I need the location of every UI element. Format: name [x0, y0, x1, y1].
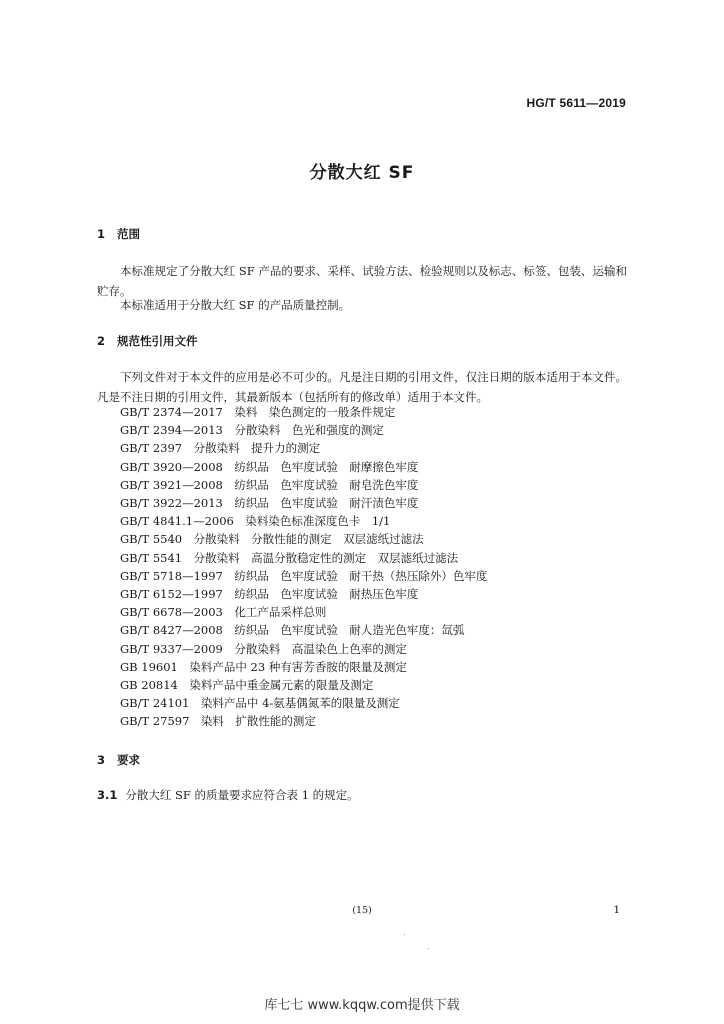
section-title: 要求: [117, 753, 140, 767]
reference-item: GB/T 2397 分散染料 提升力的测定: [120, 441, 321, 456]
page-number: 1: [613, 904, 620, 916]
reference-item: GB/T 2394—2013 分散染料 色光和强度的测定: [120, 423, 384, 438]
reference-item: GB 20814 染料产品中重金属元素的限量及测定: [120, 678, 374, 693]
reference-item: GB/T 3922—2013 纺织品 色牢度试验 耐汗渍色牢度: [120, 496, 419, 511]
section-heading-scope: [97, 226, 140, 242]
scope-paragraph-1: 本标准规定了分散大红 SF 产品的要求、采样、试验方法、检验规则以及标志、标签、包装、运输和贮存。: [97, 264, 627, 298]
standard-number: HG/T 5611—2019: [526, 96, 626, 110]
section-title: 规范性引用文件: [117, 334, 198, 348]
clause-number: 3.1: [97, 788, 118, 802]
section-title: 范围: [117, 227, 140, 241]
section-number: 3: [97, 753, 106, 767]
reference-item: GB 19601 染料产品中 23 种有害芳香胺的限量及测定: [120, 659, 407, 674]
reference-item: GB/T 9337—2009 分散染料 高温染色上色率的测定: [120, 641, 407, 656]
reference-item: GB/T 5540 分散染料 分散性能的测定 双层滤纸过滤法: [120, 532, 424, 547]
reference-item: GB/T 6678—2003 化工产品采样总则: [120, 605, 327, 620]
normative-intro: 下列文件对于本文件的应用是必不可少的。凡是注日期的引用文件，仅注日期的版本适用于本文件。凡是不注日期的引用文件，其最新版本（包括所有的修改单）适用于本文件。: [97, 370, 627, 404]
clause-3-1: [97, 787, 359, 803]
reference-item: GB/T 8427—2008 纺织品 色牢度试验 耐人造光色牢度：氙弧: [120, 623, 465, 638]
scan-speck: [428, 948, 429, 949]
reference-item: GB/T 6152—1997 纺织品 色牢度试验 耐热压色牢度: [120, 587, 419, 602]
reference-item: GB/T 2374—2017 染料 染色测定的一般条件规定: [120, 405, 396, 419]
section-heading-normative: [97, 333, 198, 349]
reference-item: GB/T 4841.1—2006 染料染色标准深度色卡 1/1: [120, 514, 391, 529]
reference-item: GB/T 5718—1997 纺织品 色牢度试验 耐干热（热压除外）色牢度: [120, 568, 488, 583]
reference-item: GB/T 5541 分散染料 高温分散稳定性的测定 双层滤纸过滤法: [120, 550, 459, 565]
page-serial: (15): [352, 905, 372, 916]
section-number: 1: [97, 227, 106, 241]
download-watermark: 库七七 www.kqqw.com提供下载: [264, 998, 460, 1013]
section-heading-requirements: [97, 752, 140, 768]
document-title: 分散大红 SF: [309, 163, 415, 183]
reference-list: [120, 403, 487, 731]
section-number: 2: [97, 334, 106, 348]
reference-item: GB/T 24101 染料产品中 4-氨基偶氮苯的限量及测定: [120, 696, 400, 711]
clause-text: 分散大红 SF 的质量要求应符合表 1 的规定。: [125, 788, 359, 802]
scan-speck: [404, 934, 405, 935]
reference-item: GB/T 3921—2008 纺织品 色牢度试验 耐皂洗色牢度: [120, 477, 419, 492]
reference-item: GB/T 3920—2008 纺织品 色牢度试验 耐摩擦色牢度: [120, 459, 419, 474]
reference-item: GB/T 27597 染料 扩散性能的测定: [120, 714, 316, 729]
scope-paragraph-2: 本标准适用于分散大红 SF 的产品质量控制。: [120, 298, 351, 312]
